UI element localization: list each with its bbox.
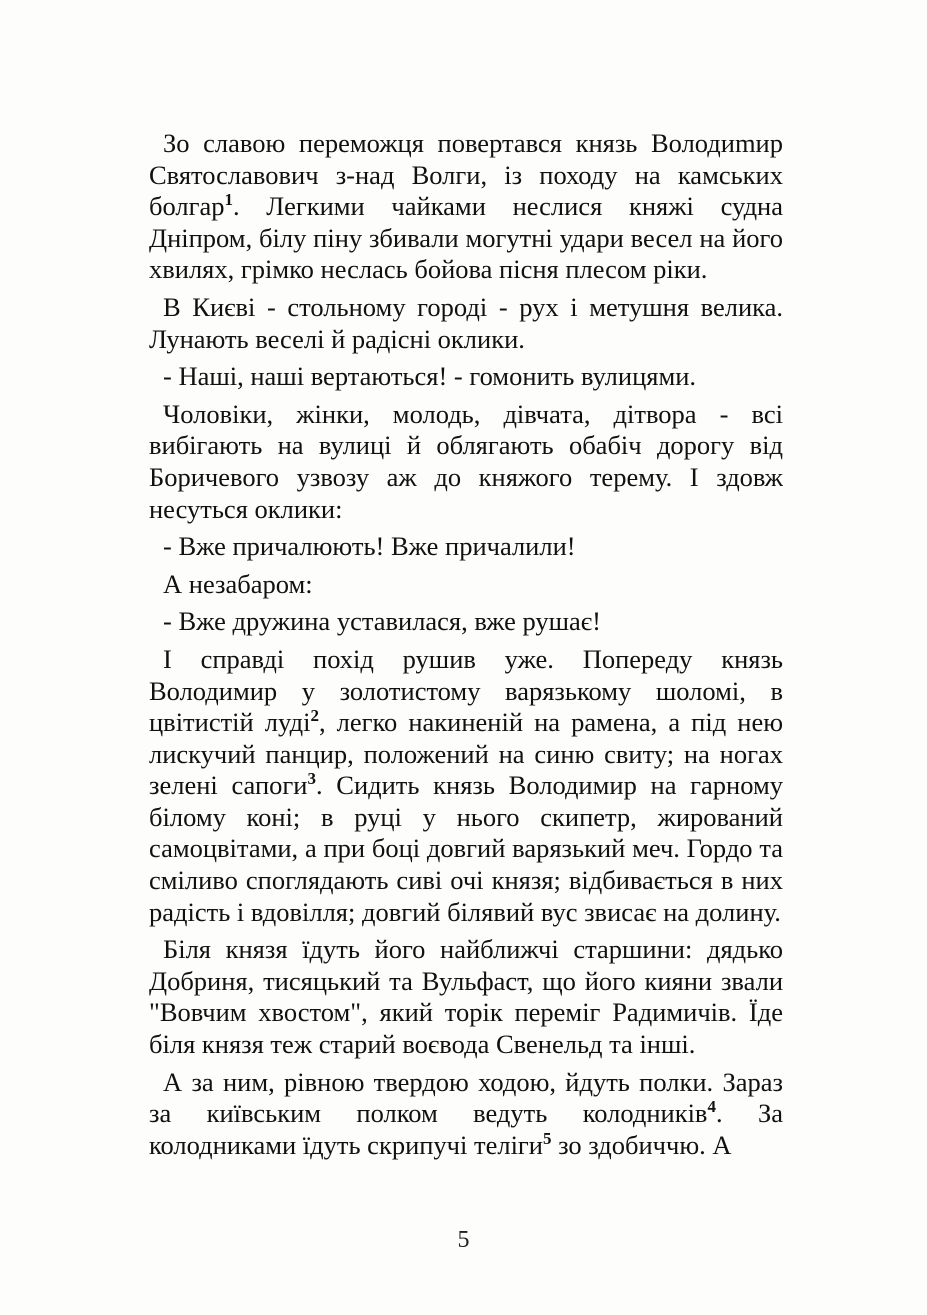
text-run: Біля князя їдуть його найближчі старшини: дядько Добриня, тисяцький та Вульфаст, що його кияни звали "Вовчим хвостом", який торік переміг Радимичів. Їде біля князя теж старий воєвода Свенельд та інші.	[149, 934, 783, 1060]
footnote-marker: 2	[310, 706, 319, 726]
text-run: А незабаром:	[163, 568, 313, 599]
paragraph-7	[149, 606, 783, 638]
text-run: Зо славою переможця повертався князь Володиmир Святославович з-над Волги, із походу на камських болгар	[149, 128, 783, 222]
paragraph-2	[149, 292, 783, 355]
text-run: . За колодниками їдуть скрипучі теліги	[149, 1098, 783, 1160]
paragraph-9	[149, 934, 783, 1060]
text-run: Чоловіки, жінки, молодь, дівчата, дітвора - всі вибігають на вулиці й облягають обабіч дорогу від Боричевого узвозу аж до княжого терему. І здовж несуться оклики:	[149, 398, 783, 524]
footnote-marker: 5	[542, 1128, 552, 1148]
text-run: А за ним, рівною твердою ходою, йдуть полки. Зараз за київським полком ведуть колодників	[149, 1066, 783, 1129]
text-run: . Легкими чайками неслися княжі судна Дніпром, білу піну збивали могутні удари весел на його хвилях, грімко неслась бойова пісня плесом ріки.	[149, 191, 783, 285]
text-run: І справді похід рушив уже. Попереду князь Володимир у золотистому варязькому шоломі, в цвітистій луді	[149, 643, 783, 738]
text-run: - Вже причалюють! Вже причалили!	[163, 531, 576, 562]
text-run: - Вже дружина уставилася, вже рушає!	[163, 606, 601, 637]
text-run: В Києві - стольному городі - рух і метушня велика. Лунають веселі й радісні оклики.	[149, 291, 783, 354]
paragraph-3	[149, 361, 783, 393]
paragraph-5	[149, 531, 783, 563]
footnote-marker: 4	[707, 1097, 716, 1117]
body-text	[149, 128, 783, 1161]
paragraph-1	[149, 128, 783, 286]
footnote-marker: 1	[224, 190, 233, 210]
text-run: - Наші, наші вертаються! - гомонить вулицями.	[163, 361, 697, 392]
footnote-marker: 3	[307, 769, 316, 789]
text-run: , легко накиненій на рамена, а під нею лискучий панцир, положений на синю свиту; на ногах зелені сапоги	[149, 707, 783, 801]
text-run: . Сидить князь Володимир на гарному білому коні; в руці у нього скипетр, жирований самоцвітами, а при боці довгий варязький меч. Гордо та сміливо споглядають сиві очі князя; відбивається в них радість і вдовілля; довгий білявий вус звисає на долину.	[149, 770, 783, 927]
text-run: зо здобиччю. А	[551, 1129, 732, 1160]
paragraph-4	[149, 399, 783, 525]
paragraph-8	[149, 644, 783, 928]
paragraph-10	[149, 1067, 783, 1162]
paragraph-6	[149, 569, 783, 601]
page-number: 5	[457, 1227, 470, 1253]
